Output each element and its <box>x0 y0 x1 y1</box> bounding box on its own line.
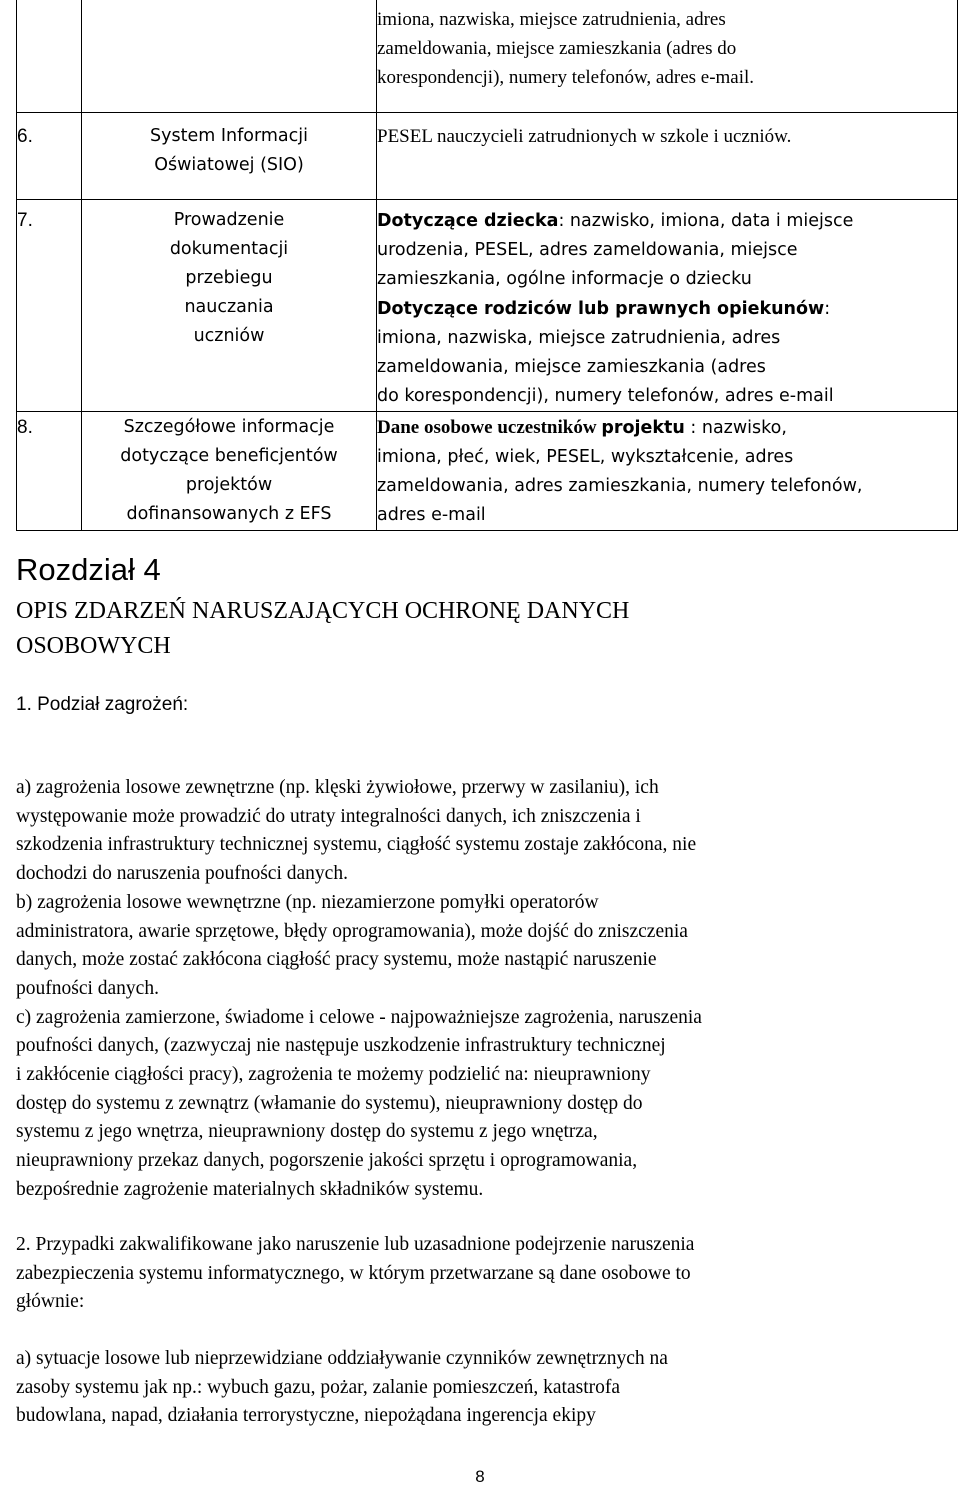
paragraph-line: szkodzenia infrastruktury technicznej systemu, ciągłość systemu zostaje zakłócona, nie <box>16 834 697 856</box>
row-number <box>17 200 82 412</box>
row-number-text: 7. <box>17 210 33 231</box>
system-name-line: projektów <box>185 475 273 495</box>
chapter-heading <box>16 594 916 664</box>
table-row <box>17 412 958 531</box>
table-row <box>17 0 958 113</box>
threats-section <box>16 774 936 1205</box>
content-line: zameldowania, adres zamieszkania, numery telefonów, <box>377 476 863 496</box>
chapter-heading-line: OPIS ZDARZEŃ NARUSZAJĄCYCH OCHRONĘ DANYCH <box>16 598 630 624</box>
incidents-subsection-a <box>16 1345 936 1431</box>
system-name-line: System Informacji <box>150 126 308 146</box>
content-line: imiona, płeć, wiek, PESEL, wykształcenie, adres <box>377 447 794 467</box>
paragraph-line: nieuprawniony przekaz danych, pogorszenie jakości sprzętu i oprogramowania, <box>16 1150 638 1172</box>
participants-label-2: projektu <box>601 418 685 438</box>
paragraph-line: b) zagrożenia losowe wewnętrzne (np. niezamierzone pomyłki operatorów <box>16 891 599 913</box>
system-name-line: dofinansowanych z EFS <box>126 504 332 524</box>
participants-label: Dane osobowe uczestników <box>377 417 597 438</box>
section-subheading: 1. Podział zagrożeń: <box>16 694 189 715</box>
system-name-line: Szczegółowe informacje <box>123 417 335 437</box>
system-name-line: nauczania <box>184 297 274 317</box>
paragraph-line: i zakłócenie ciągłości pracy), zagrożenia te możemy podzielić na: nieuprawniony <box>16 1064 651 1086</box>
content-cell <box>377 113 958 200</box>
paragraph-line: występowanie może prowadzić do utraty integralności danych, ich zniszczenia i <box>16 805 641 827</box>
paragraph-line: dostęp do systemu z zewnątrz (włamanie do systemu), nieuprawniony dostęp do <box>16 1092 643 1114</box>
page-number: 8 <box>475 1467 485 1486</box>
row-number <box>17 412 82 531</box>
content-line <box>377 413 957 443</box>
table-row <box>17 200 958 412</box>
content-line: imiona, nazwiska, miejsce zatrudnienia, adres <box>377 9 726 30</box>
paragraph-line: zasoby systemu jak np.: wybuch gazu, pożar, zalanie pomieszczeń, katastrofa <box>16 1376 621 1398</box>
paragraph-line: głównie: <box>16 1291 85 1313</box>
paragraph-line: poufności danych, (zazwyczaj nie następuje uszkodzenie infrastruktury technicznej <box>16 1035 666 1057</box>
content-line: zameldowania, miejsce zamieszkania (adres do <box>377 38 737 59</box>
paragraph-line: budowlana, napad, działania terrorystyczne, niepożądana ingerencja ekipy <box>16 1405 596 1427</box>
number-cell <box>17 0 82 113</box>
content-line: imiona, nazwiska, miejsce zatrudnienia, adres <box>377 328 781 348</box>
incidents-section <box>16 1231 936 1317</box>
paragraph-line: a) sytuacje losowe lub nieprzewidziane oddziaływanie czynników zewnętrznych na <box>16 1348 668 1369</box>
content-line: urodzenia, PESEL, adres zameldowania, miejsce <box>377 240 798 260</box>
content-line <box>377 294 957 324</box>
paragraph-line: zabezpieczenia systemu informatycznego, w którym przetwarzane są dane osobowe to <box>16 1262 691 1284</box>
content-line: zameldowania, miejsce zamieszkania (adres <box>377 357 766 377</box>
content-cell <box>377 200 958 412</box>
system-name <box>82 113 377 200</box>
chapter-title: Rozdział 4 <box>16 552 161 587</box>
chapter-heading-line: OSOBOWYCH <box>16 633 171 659</box>
content-text: : nazwisko, <box>684 418 787 438</box>
system-name-line: uczniów <box>193 326 265 346</box>
row-number <box>17 113 82 200</box>
content-text: : <box>824 299 831 319</box>
paragraph-line: administratora, awarie sprzętowe, błędy oprogramowania), może dojść do zniszczenia <box>16 920 688 942</box>
system-name-line: dokumentacji <box>169 239 289 259</box>
paragraph-line: danych, może zostać zakłócona ciągłość pracy systemu, może nastąpić naruszenie <box>16 949 657 971</box>
paragraph-line: systemu z jego wnętrza, nieuprawniony dostęp do systemu z jego wnętrza, <box>16 1121 598 1143</box>
system-name <box>82 200 377 412</box>
parents-label: Dotyczące rodziców lub prawnych opiekunów <box>377 299 825 319</box>
paragraph-line: c) zagrożenia zamierzone, świadome i celowe - najpoważniejsze zagrożenia, naruszenia <box>16 1006 702 1028</box>
data-register-table <box>16 0 958 531</box>
table-row <box>17 113 958 200</box>
content-cell <box>377 0 958 113</box>
system-name <box>82 412 377 531</box>
name-cell <box>82 0 377 113</box>
row-number-text: 6. <box>17 126 33 147</box>
paragraph-line: bezpośrednie zagrożenie materialnych składników systemu. <box>16 1178 484 1200</box>
paragraph-line: a) zagrożenia losowe zewnętrzne (np. klęski żywiołowe, przerwy w zasilaniu), ich <box>16 777 659 798</box>
content-line: korespondencji), numery telefonów, adres e-mail. <box>377 67 755 88</box>
content-line: zamieszkania, ogólne informacje o dziecku <box>377 269 752 289</box>
content-line: adres e-mail <box>377 505 486 525</box>
row-number-text: 8. <box>17 417 33 438</box>
system-name-line: przebiegu <box>185 268 273 288</box>
child-label: Dotyczące dziecka <box>377 211 559 231</box>
system-name-line: dotyczące beneficjentów <box>120 446 338 466</box>
content-cell <box>377 412 958 531</box>
system-name-line: Prowadzenie <box>173 210 285 230</box>
paragraph-line: poufności danych. <box>16 977 159 999</box>
content-line <box>377 206 957 236</box>
content-line: PESEL nauczycieli zatrudnionych w szkole i uczniów. <box>377 126 792 147</box>
paragraph-line: 2. Przypadki zakwalifikowane jako naruszenie lub uzasadnione podejrzenie naruszenia <box>16 1234 695 1255</box>
paragraph-line: dochodzi do naruszenia poufności danych. <box>16 863 348 885</box>
system-name-line: Oświatowej (SIO) <box>154 155 304 175</box>
content-text: : nazwisko, imiona, data i miejsce <box>558 211 854 231</box>
content-line: do korespondencji), numery telefonów, adres e-mail <box>377 386 834 406</box>
